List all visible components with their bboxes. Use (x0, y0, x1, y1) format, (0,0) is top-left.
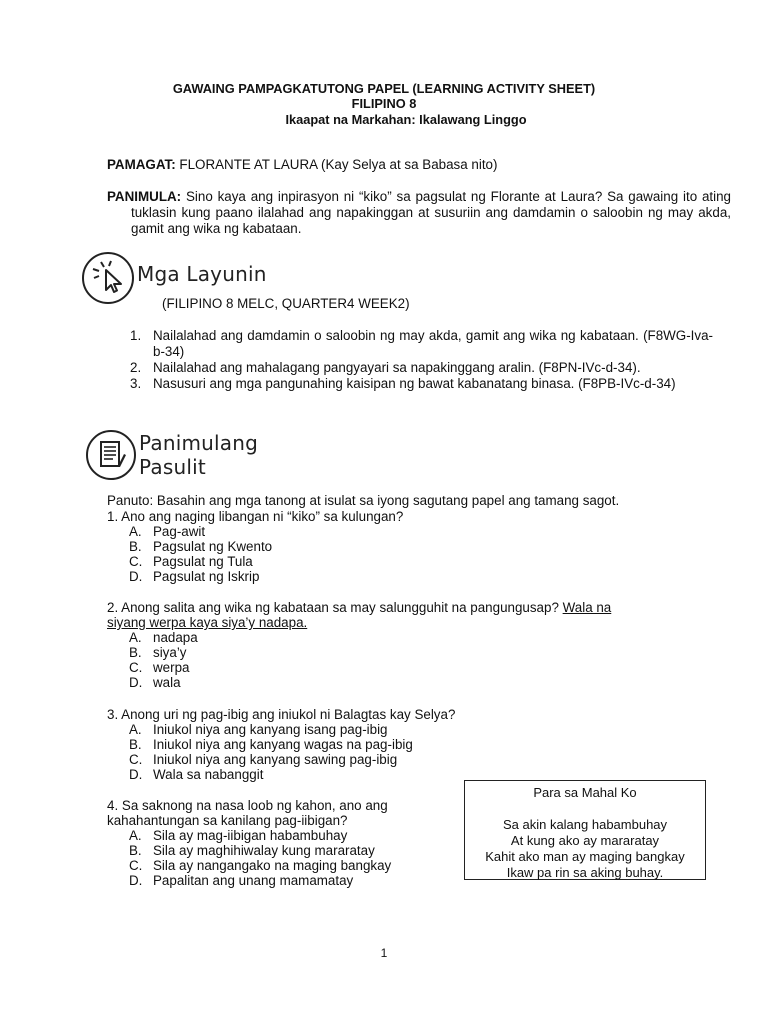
panuto: Panuto: Basahin ang mga tanong at isulat sa iyong sagutang papel ang tamang sagot. (107, 493, 620, 508)
option-item (107, 645, 707, 660)
option-text: Pagsulat ng Tula (153, 554, 253, 569)
pamagat-label: PAMAGAT: (107, 157, 176, 172)
panimula-text: Sino kaya ang inpirasyon ni “kiko” sa pagsulat ng Florante at Laura? Sa gawaing ito ating tuklasin kung paano ilalahad ang napakinggan at susuriin ang damdamin o saloobin ng may akda, gamit ang wika ng kabataan. (131, 189, 731, 236)
objective-text: Nasusuri ang mga pangunahing kaisipan ng bawat kabanatang binasa. (F8PB-IVc-d-34) (153, 376, 676, 391)
objective-item (107, 376, 713, 392)
option-text: Pagsulat ng Iskrip (153, 569, 260, 584)
option-text: Pagsulat ng Kwento (153, 539, 273, 554)
question-text: 3. Anong uri ng pag-ibig ang iniukol ni Balagtas kay Selya? (107, 707, 456, 722)
option-letter: D. (129, 873, 143, 888)
option-letter: C. (129, 554, 143, 569)
option-item (107, 737, 455, 752)
cursor-click-icon (82, 252, 134, 304)
poem-line: Ikaw pa rin sa aking buhay. (506, 865, 664, 880)
option-letter: D. (129, 569, 143, 584)
option-letter: D. (129, 675, 143, 690)
subject-title: FILIPINO 8 (351, 96, 417, 111)
question-text: 1. Ano ang naging libangan ni “kiko” sa kulungan? (107, 509, 404, 524)
option-item (107, 675, 707, 690)
layunin-heading: Mga Layunin (137, 262, 267, 286)
option-text: Sila ay mag-iibigan habambuhay (153, 828, 348, 843)
option-letter: A. (129, 828, 142, 843)
objective-number: 2. (130, 360, 142, 375)
page-number: 1 (380, 946, 388, 960)
question-2 (107, 600, 707, 690)
notepad-pencil-icon (86, 430, 136, 480)
option-text: wala (153, 675, 181, 690)
option-letter: A. (129, 722, 142, 737)
option-item (107, 554, 403, 569)
question-text-cont: kahahantungan sa kanilang pag-iibigan? (107, 813, 348, 828)
option-item (107, 722, 455, 737)
option-text: Sila ay nangangako na maging bangkay (153, 858, 392, 873)
question-4 (107, 798, 391, 888)
option-text: Sila ay maghihiwalay kung mararatay (153, 843, 375, 858)
objective-number: 3. (130, 376, 142, 391)
option-text: Iniukol niya ang kanyang wagas na pag-ibig (153, 737, 413, 752)
option-item (107, 828, 391, 843)
option-text: Iniukol niya ang kanyang isang pag-ibig (153, 722, 388, 737)
option-text: Wala sa nabanggit (153, 767, 264, 782)
quarter-week: Ikaapat na Markahan: Ikalawang Linggo (285, 112, 527, 127)
option-text: nadapa (153, 630, 198, 645)
option-item (107, 630, 707, 645)
option-text: Papalitan ang unang mamamatay (153, 873, 354, 888)
option-item (107, 569, 403, 584)
option-item (107, 752, 455, 767)
poem-line: At kung ako ay mararatay (510, 833, 660, 848)
pasulit-heading-line2: Pasulit (139, 455, 206, 479)
option-letter: C. (129, 858, 143, 873)
objective-item (107, 360, 713, 376)
poem-line: Kahit ako man ay maging bangkay (485, 849, 685, 864)
option-text: siya’y (153, 645, 187, 660)
question-1 (107, 509, 403, 584)
option-letter: A. (129, 630, 142, 645)
option-letter: D. (129, 767, 143, 782)
layunin-melc: (FILIPINO 8 MELC, QUARTER4 WEEK2) (162, 296, 410, 311)
layunin-list (107, 328, 713, 392)
pasulit-heading (139, 431, 258, 479)
pasulit-heading-line1: Panimulang (139, 431, 258, 455)
objective-item (107, 328, 713, 360)
underlined-sentence: Wala na (562, 600, 612, 615)
option-letter: B. (129, 645, 142, 660)
question-3 (107, 707, 455, 782)
objective-number: 1. (130, 328, 142, 343)
question-text (107, 600, 707, 615)
poem-title: Para sa Mahal Ko (533, 785, 637, 800)
option-item (107, 843, 391, 858)
option-letter: B. (129, 737, 142, 752)
option-item (107, 873, 391, 888)
option-letter: B. (129, 843, 142, 858)
option-letter: C. (129, 752, 143, 767)
option-item (107, 524, 403, 539)
option-item (107, 660, 707, 675)
objective-text: Nailalahad ang mahalagang pangyayari sa napakinggang aralin. (F8PN-IVc-d-34). (153, 360, 641, 375)
option-letter: B. (129, 539, 142, 554)
pamagat-line (107, 157, 707, 173)
option-text: Iniukol niya ang kanyang sawing pag-ibig (153, 752, 398, 767)
question-text: 4. Sa saknong na nasa loob ng kahon, ano ang (107, 798, 388, 813)
pamagat-text: FLORANTE AT LAURA (Kay Selya at sa Babasa nito) (175, 157, 498, 172)
option-item (107, 539, 403, 554)
option-item (107, 767, 455, 782)
option-text: werpa (153, 660, 190, 675)
objective-text: Nailalahad ang damdamin o saloobin ng may akda, gamit ang wika ng kabataan. (F8WG-Iva-b-34) (153, 328, 713, 359)
panimula-label: PANIMULA: (107, 189, 182, 204)
panimula-paragraph (107, 189, 731, 237)
underlined-sentence: siyang werpa kaya siya’y nadapa. (107, 615, 308, 630)
option-letter: A. (129, 524, 142, 539)
option-text: Pag-awit (153, 524, 206, 539)
sheet-title: GAWAING PAMPAGKATUTONG PAPEL (LEARNING ACTIVITY SHEET) (172, 81, 596, 96)
poem-box (464, 780, 706, 880)
option-item (107, 858, 391, 873)
question-text-cont (107, 615, 707, 630)
question-text-part: 2. Anong salita ang wika ng kabataan sa may salungguhit na pangungusap? (107, 600, 563, 615)
option-letter: C. (129, 660, 143, 675)
poem-line: Sa akin kalang habambuhay (502, 817, 668, 832)
